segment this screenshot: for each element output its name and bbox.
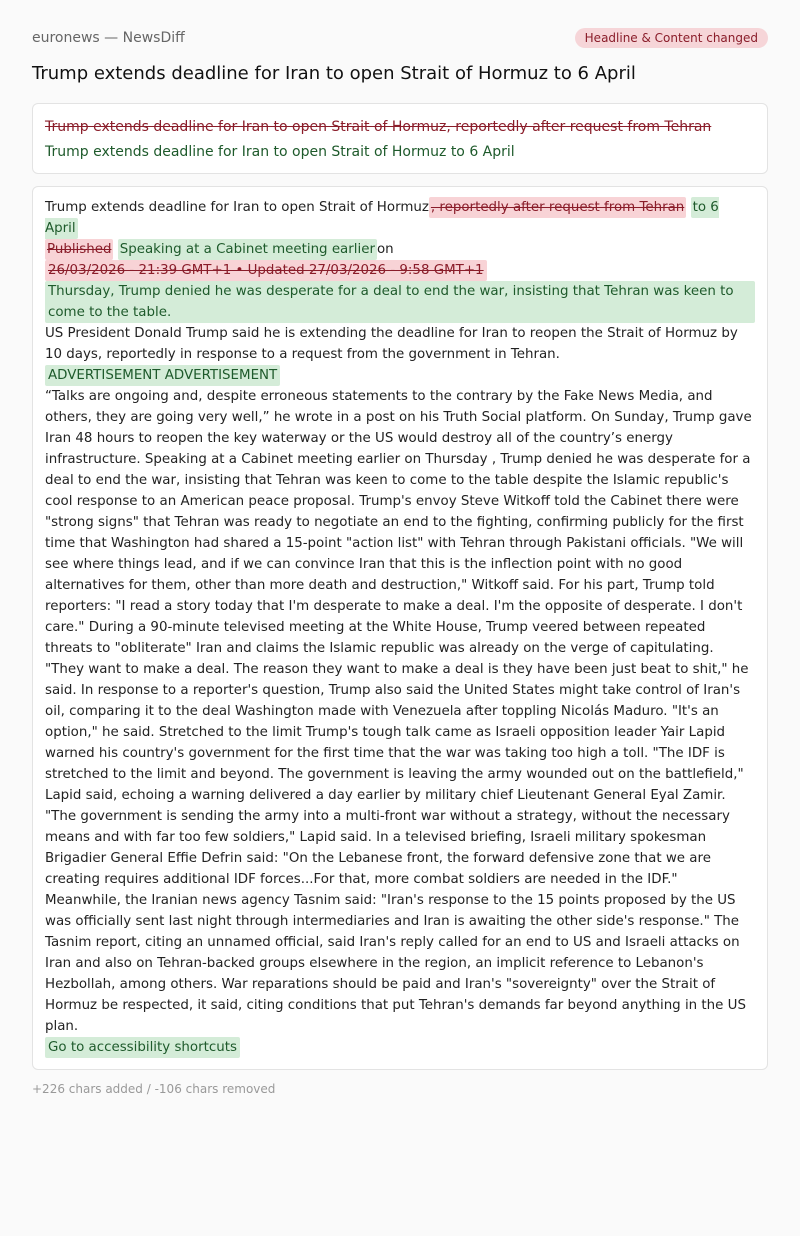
added-accessibility-link: Go to accessibility shortcuts xyxy=(45,1037,240,1058)
unchanged-text: Trump extends deadline for Iran to open Strait of Hormuz xyxy=(45,200,429,215)
new-headline: Trump extends deadline for Iran to open Strait of Hormuz to 6 April xyxy=(45,144,515,160)
added-text: Speaking at a Cabinet meeting earlier xyxy=(118,239,377,260)
diff-line-footer xyxy=(45,1037,755,1058)
headline-diff-card xyxy=(32,103,768,174)
diff-stats: +226 chars added / -106 chars removed xyxy=(32,1082,276,1096)
diff-line-3 xyxy=(45,260,755,281)
removed-dateline: 26/03/2026 - 21:39 GMT+1 • Updated 27/03/2026 - 9:58 GMT+1 xyxy=(45,260,487,281)
diff-line-ad xyxy=(45,365,755,386)
source-label: euronews — NewsDiff xyxy=(32,30,185,46)
removed-text: , reportedly after request from Tehran xyxy=(429,197,686,218)
added-sentence: Thursday, Trump denied he was desperate for a deal to end the war, insisting that Tehran was keen to come to the table. xyxy=(45,281,755,323)
old-headline: Trump extends deadline for Iran to open Strait of Hormuz, reportedly after request from Tehran xyxy=(45,119,712,135)
article-paragraph: “Talks are ongoing and, despite erroneous statements to the contrary by the Fake News Media, and others, they are going very well,” he wrote in a post on his Truth Social platform. On Sunday, Trump gave Iran 48 hours to reopen the key waterway or the US would destroy all of the country’s energy infrastructure. Speaking at a Cabinet meeting earlier on Thursday , Trump denied he was desperate for a deal to end the war, insisting that Tehran was keen to come to the table despite the Islamic republic's cool response to an American peace proposal. Trump's envoy Steve Witkoff told the Cabinet there were "strong signs" that Tehran was ready to negotiate an end to the fighting, confirming publicly for the first time that Washington had shared a 15-point "action list" with Tehran through Pakistani officials. "We will see where things lead, and if we can convince Iran that this is the inflection point with no good alternatives for them, other than more death and destruction," Witkoff said. For his part, Trump told reporters: "I read a story today that I'm desperate to make a deal. I'm the opposite of desperate. I don't care." During a 90-minute televised meeting at the White House, Trump veered between repeated threats to "obliterate" Iran and claims the Islamic republic was already on the verge of capitulating. "They want to make a deal. The reason they want to make a deal is they have been just beat to shit," he said. In response to a reporter's question, Trump also said the United States might take control of Iran's oil, comparing it to the deal Washington made with Venezuela after toppling Nicolás Maduro. "It's an option," he said. Stretched to the limit Trump's tough talk came as Israeli opposition leader Yair Lapid warned his country's government for the first time that the war was taking too high a toll. "The IDF is stretched to the limit and beyond. The government is leaving the army wounded out on the battlefield," Lapid said, echoing a warning delivered a day earlier by military chief Lieutenant General Eyal Zamir. "The government is sending the army into a multi-front war without a strategy, without the necessary means and with far too few soldiers," Lapid said. In a televised briefing, Israeli military spokesman Brigadier General Effie Defrin said: "On the Lebanese front, the forward defensive zone that we are creating requires additional IDF forces...For that, more combat soldiers are needed in the IDF." Meanwhile, the Iranian news agency Tasnim said: "Iran's response to the 15 points proposed by the US was officially sent last night through intermediaries and Iran is awaiting the other side's response." The Tasnim report, citing an unnamed official, said Iran's reply called for an end to US and Israeli attacks on Iran and also on Tehran-backed groups elsewhere in the region, an implicit reference to Lebanon's Hezbollah, among others. War reparations should be paid and Iran's "sovereignty" over the Strait of Hormuz be respected, it said, citing conditions that put Tehran's demands far beyond anything in the US plan. xyxy=(45,389,752,1034)
top-bar xyxy=(32,0,768,48)
unchanged-text: on xyxy=(376,242,394,257)
page-title: Trump extends deadline for Iran to open Strait of Hormuz to 6 April xyxy=(32,63,636,84)
added-text: to 6 April xyxy=(45,197,719,239)
diff-line-4 xyxy=(45,281,755,323)
diff-line-2 xyxy=(45,239,755,260)
removed-text: Published xyxy=(45,239,113,260)
change-type-badge: Headline & Content changed xyxy=(575,28,768,48)
added-advertisement: ADVERTISEMENT ADVERTISEMENT xyxy=(45,365,280,386)
diff-line-1 xyxy=(45,197,755,239)
content-diff-card xyxy=(32,186,768,1070)
article-paragraph: US President Donald Trump said he is extending the deadline for Iran to reopen the Strait of Hormuz by 10 days, reportedly in response to a request from the government in Tehran. xyxy=(45,326,738,362)
